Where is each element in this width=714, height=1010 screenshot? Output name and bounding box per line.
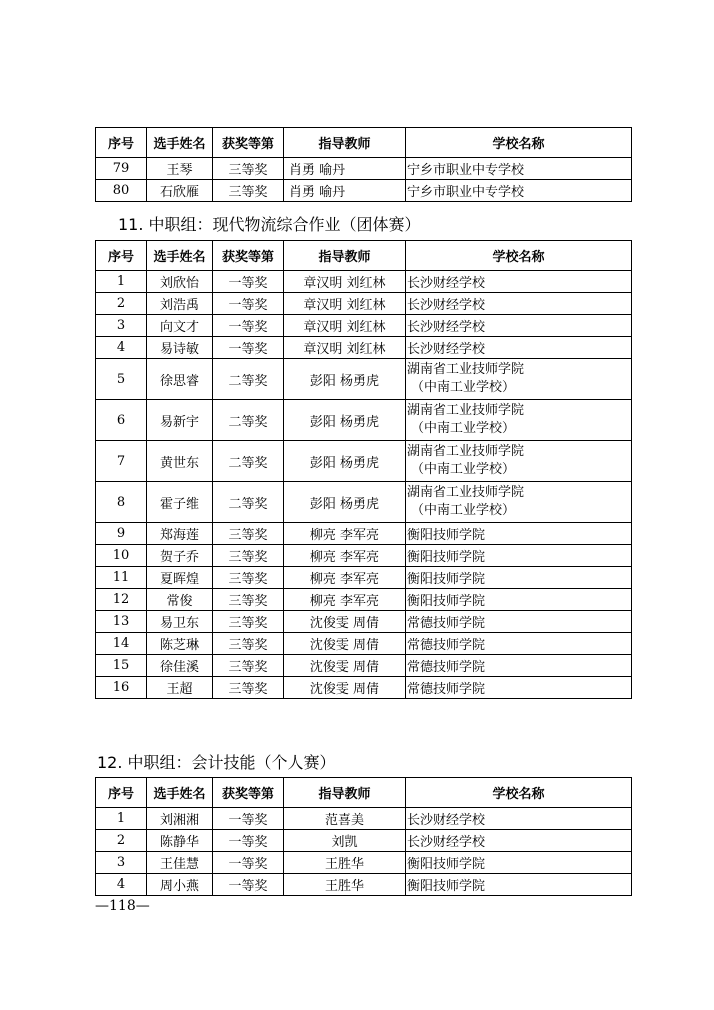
cell-no: 14: [96, 633, 147, 655]
cell-school: [406, 400, 632, 441]
cell-teacher: 沈俊雯 周倩: [284, 677, 406, 699]
table-row: [96, 830, 632, 852]
cell-award: 三等奖: [213, 523, 284, 545]
cell-no: 12: [96, 589, 147, 611]
results-table-accounting: [95, 777, 632, 896]
cell-school: 长沙财经学校: [406, 830, 632, 852]
cell-school: [406, 482, 632, 523]
cell-no: 1: [96, 271, 147, 293]
cell-name: 王超: [147, 677, 213, 699]
cell-school: 长沙财经学校: [406, 808, 632, 830]
cell-school: 常德技师学院: [406, 655, 632, 677]
cell-no: 6: [96, 400, 147, 441]
cell-teacher: 彭阳 杨勇虎: [284, 482, 406, 523]
cell-teacher: 章汉明 刘红林: [284, 315, 406, 337]
cell-teacher: 彭阳 杨勇虎: [284, 441, 406, 482]
table-row: [96, 482, 632, 523]
cell-no: 4: [96, 337, 147, 359]
table-row: [96, 874, 632, 896]
cell-no: 16: [96, 677, 147, 699]
section-heading-11: 11. 中职组：现代物流综合作业（团体赛）: [118, 215, 421, 234]
page-number: —118—: [95, 898, 150, 914]
table-header-row: [96, 241, 632, 271]
cell-teacher: 柳亮 李军亮: [284, 545, 406, 567]
cell-name: 夏晖煌: [147, 567, 213, 589]
table-row: [96, 611, 632, 633]
cell-no: 2: [96, 293, 147, 315]
cell-teacher: 肖勇 喻丹: [284, 158, 406, 180]
school-line-2: （中南工业学校）: [411, 462, 516, 477]
table-row: [96, 315, 632, 337]
cell-name: 陈静华: [147, 830, 213, 852]
cell-name: 徐佳溪: [147, 655, 213, 677]
cell-teacher: 沈俊雯 周倩: [284, 611, 406, 633]
cell-name: 刘欣怡: [147, 271, 213, 293]
table-row: [96, 655, 632, 677]
cell-award: 一等奖: [213, 852, 284, 874]
cell-teacher: 柳亮 李军亮: [284, 523, 406, 545]
cell-school: 宁乡市职业中专学校: [406, 158, 632, 180]
cell-school: 衡阳技师学院: [406, 852, 632, 874]
col-header-award: 获奖等第: [213, 241, 284, 271]
col-header-no: 序号: [96, 128, 147, 158]
table-header-row: [96, 128, 632, 158]
col-header-no: 序号: [96, 778, 147, 808]
school-line-2: （中南工业学校）: [411, 421, 516, 436]
table-row: [96, 589, 632, 611]
cell-award: 三等奖: [213, 567, 284, 589]
cell-no: 4: [96, 874, 147, 896]
cell-award: 一等奖: [213, 874, 284, 896]
cell-award: 一等奖: [213, 293, 284, 315]
cell-school: 长沙财经学校: [406, 293, 632, 315]
cell-school: 常德技师学院: [406, 633, 632, 655]
cell-award: 三等奖: [213, 655, 284, 677]
table-row: [96, 359, 632, 400]
cell-school: 衡阳技师学院: [406, 567, 632, 589]
cell-school: 宁乡市职业中专学校: [406, 180, 632, 202]
table-row: [96, 852, 632, 874]
cell-school: 常德技师学院: [406, 677, 632, 699]
cell-award: 一等奖: [213, 808, 284, 830]
cell-teacher: 沈俊雯 周倩: [284, 633, 406, 655]
cell-award: 一等奖: [213, 315, 284, 337]
school-line-2: （中南工业学校）: [411, 380, 516, 395]
cell-teacher: 柳亮 李军亮: [284, 589, 406, 611]
cell-name: 陈芝琳: [147, 633, 213, 655]
cell-school: 常德技师学院: [406, 611, 632, 633]
cell-name: 王佳慧: [147, 852, 213, 874]
cell-name: 王琴: [147, 158, 213, 180]
cell-name: 刘浩禹: [147, 293, 213, 315]
cell-no: 5: [96, 359, 147, 400]
school-line-1: 湖南省工业技师学院: [407, 362, 525, 377]
cell-name: 周小燕: [147, 874, 213, 896]
cell-award: 三等奖: [213, 611, 284, 633]
cell-school: 衡阳技师学院: [406, 589, 632, 611]
cell-no: 8: [96, 482, 147, 523]
col-header-no: 序号: [96, 241, 147, 271]
cell-award: 三等奖: [213, 158, 284, 180]
cell-teacher: 刘凯: [284, 830, 406, 852]
col-header-name: 选手姓名: [147, 128, 213, 158]
cell-name: 郑海莲: [147, 523, 213, 545]
cell-teacher: 章汉明 刘红林: [284, 293, 406, 315]
cell-teacher: 王胜华: [284, 852, 406, 874]
cell-award: 二等奖: [213, 400, 284, 441]
cell-award: 一等奖: [213, 337, 284, 359]
col-header-teacher: 指导教师: [284, 241, 406, 271]
cell-name: 刘湘湘: [147, 808, 213, 830]
col-header-school: 学校名称: [406, 778, 632, 808]
school-line-1: 湖南省工业技师学院: [407, 485, 525, 500]
section-heading-12: 12. 中职组：会计技能（个人赛）: [97, 753, 336, 772]
results-table-logistics: [95, 240, 632, 699]
cell-name: 易新宇: [147, 400, 213, 441]
cell-no: 15: [96, 655, 147, 677]
cell-name: 贺子乔: [147, 545, 213, 567]
school-line-1: 湖南省工业技师学院: [407, 403, 525, 418]
table-row: [96, 441, 632, 482]
cell-name: 石欣雁: [147, 180, 213, 202]
cell-award: 三等奖: [213, 545, 284, 567]
cell-teacher: 章汉明 刘红林: [284, 271, 406, 293]
table-row: [96, 808, 632, 830]
cell-no: 2: [96, 830, 147, 852]
cell-award: 三等奖: [213, 633, 284, 655]
cell-school: 衡阳技师学院: [406, 523, 632, 545]
table-row: [96, 293, 632, 315]
cell-name: 易诗敏: [147, 337, 213, 359]
cell-award: 二等奖: [213, 359, 284, 400]
cell-teacher: 柳亮 李军亮: [284, 567, 406, 589]
col-header-name: 选手姓名: [147, 778, 213, 808]
cell-name: 向文才: [147, 315, 213, 337]
cell-award: 二等奖: [213, 441, 284, 482]
cell-no: 9: [96, 523, 147, 545]
results-table-continued: [95, 127, 632, 202]
table-header-row: [96, 778, 632, 808]
cell-name: 徐思睿: [147, 359, 213, 400]
table-row: [96, 271, 632, 293]
cell-teacher: 彭阳 杨勇虎: [284, 359, 406, 400]
cell-teacher: 范喜美: [284, 808, 406, 830]
cell-school: 长沙财经学校: [406, 337, 632, 359]
school-line-2: （中南工业学校）: [411, 503, 516, 518]
cell-school: 长沙财经学校: [406, 271, 632, 293]
cell-no: 3: [96, 315, 147, 337]
cell-teacher: 彭阳 杨勇虎: [284, 400, 406, 441]
table-row: [96, 400, 632, 441]
col-header-award: 获奖等第: [213, 128, 284, 158]
cell-school: [406, 359, 632, 400]
table-row: [96, 158, 632, 180]
cell-no: 80: [96, 180, 147, 202]
cell-school: [406, 441, 632, 482]
col-header-name: 选手姓名: [147, 241, 213, 271]
cell-name: 黄世东: [147, 441, 213, 482]
col-header-teacher: 指导教师: [284, 778, 406, 808]
cell-school: 长沙财经学校: [406, 315, 632, 337]
cell-no: 3: [96, 852, 147, 874]
cell-award: 三等奖: [213, 677, 284, 699]
cell-no: 1: [96, 808, 147, 830]
col-header-school: 学校名称: [406, 241, 632, 271]
cell-teacher: 肖勇 喻丹: [284, 180, 406, 202]
cell-teacher: 沈俊雯 周倩: [284, 655, 406, 677]
cell-name: 霍子维: [147, 482, 213, 523]
table-row: [96, 567, 632, 589]
cell-award: 一等奖: [213, 271, 284, 293]
table-row: [96, 337, 632, 359]
table-row: [96, 545, 632, 567]
cell-award: 二等奖: [213, 482, 284, 523]
table-row: [96, 180, 632, 202]
cell-award: 三等奖: [213, 180, 284, 202]
cell-no: 7: [96, 441, 147, 482]
cell-teacher: 王胜华: [284, 874, 406, 896]
school-line-1: 湖南省工业技师学院: [407, 444, 525, 459]
cell-name: 常俊: [147, 589, 213, 611]
cell-name: 易卫东: [147, 611, 213, 633]
table-row: [96, 523, 632, 545]
table-row: [96, 633, 632, 655]
cell-teacher: 章汉明 刘红林: [284, 337, 406, 359]
col-header-teacher: 指导教师: [284, 128, 406, 158]
cell-no: 11: [96, 567, 147, 589]
cell-award: 三等奖: [213, 589, 284, 611]
cell-no: 79: [96, 158, 147, 180]
cell-award: 一等奖: [213, 830, 284, 852]
cell-no: 10: [96, 545, 147, 567]
cell-no: 13: [96, 611, 147, 633]
col-header-award: 获奖等第: [213, 778, 284, 808]
col-header-school: 学校名称: [406, 128, 632, 158]
cell-school: 衡阳技师学院: [406, 874, 632, 896]
table-row: [96, 677, 632, 699]
cell-school: 衡阳技师学院: [406, 545, 632, 567]
